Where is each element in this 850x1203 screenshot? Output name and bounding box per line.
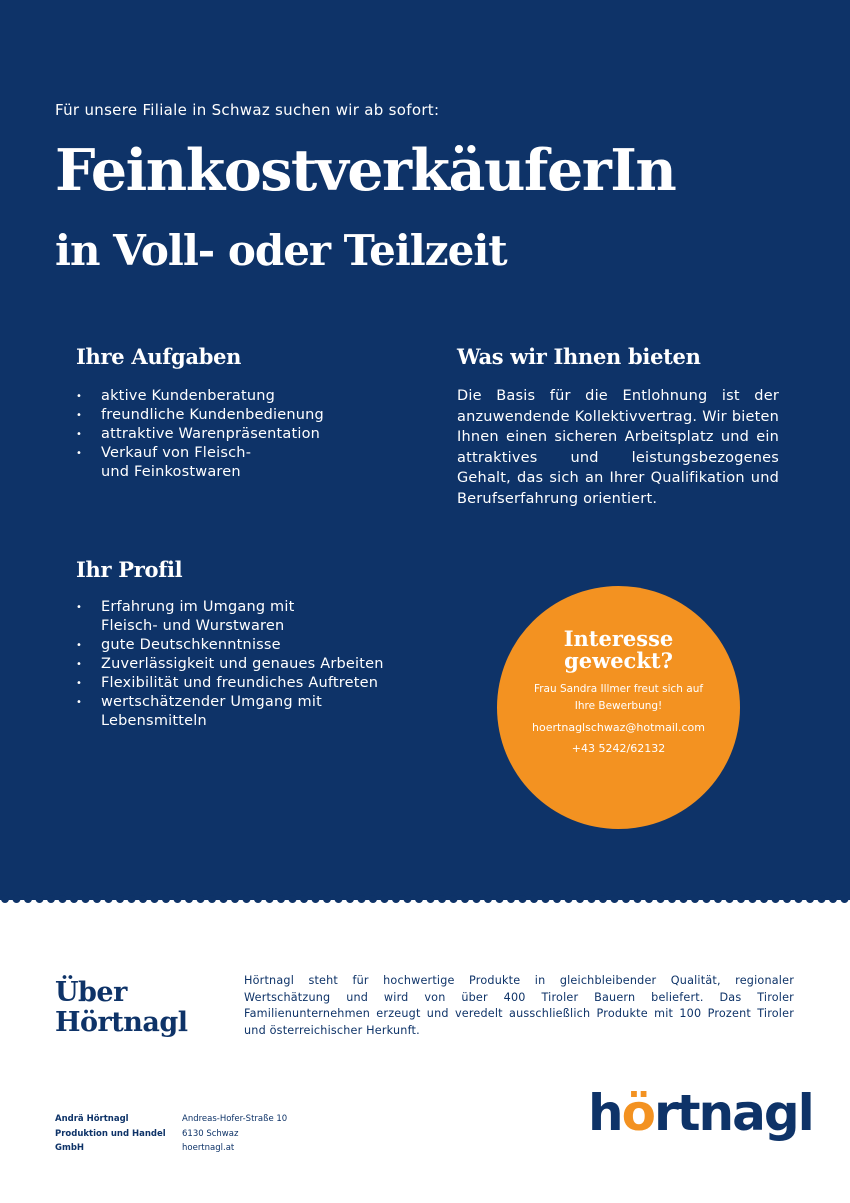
contact-heading: Interesse geweckt? xyxy=(563,626,674,673)
intro-text: Für unsere Filiale in Schwaz suchen wir ab sofort: xyxy=(55,101,440,119)
about-title: Über Hörtnagl xyxy=(55,977,188,1038)
job-subtitle: in Voll- oder Teilzeit xyxy=(55,226,507,275)
hoertnagl-logo: hörtnagl xyxy=(588,1084,813,1142)
company-address: Andreas-Hofer-Straße 10 6130 Schwaz hoertnagl.at xyxy=(182,1114,288,1153)
list-item: • Zuverlässigkeit und genaues Arbeiten xyxy=(76,655,436,674)
contact-circle xyxy=(497,586,740,829)
scalloped-edge xyxy=(0,893,850,907)
profile-list xyxy=(76,598,436,731)
about-text: Hörtnagl steht für hochwertige Produkte in gleichbleibender Qualität, regionaler Wertschätzung und wird von über 400 Tiroler Bauern beliefert. Das Tiroler Familienunternehmen erzeugt und veredelt ausschließlich Produkte mit 100 Prozent Tiroler und österreichischer Herkunft. xyxy=(244,974,794,1037)
contact-text: Frau Sandra Illmer freut sich auf Ihre Bewerbung! xyxy=(533,683,704,712)
contact-phone[interactable]: +43 5242/62132 xyxy=(571,742,666,755)
list-item: • attraktive Warenpräsentation xyxy=(76,425,406,444)
offer-heading: Was wir Ihnen bieten xyxy=(457,344,701,369)
list-item: • Flexibilität und freundiches Auftreten xyxy=(76,674,436,693)
list-item: • wertschätzender Umgang mit Lebensmitteln xyxy=(76,693,436,731)
contact-email[interactable]: hoertnaglschwaz@hotmail.com xyxy=(532,721,705,734)
website-link[interactable]: hoertnagl.at xyxy=(182,1143,235,1153)
list-item: • gute Deutschkenntnisse xyxy=(76,636,436,655)
job-title: FeinkostverkäuferIn xyxy=(55,137,676,204)
tasks-list xyxy=(76,387,406,482)
list-item: • freundliche Kundenbedienung xyxy=(76,406,406,425)
profile-heading: Ihr Profil xyxy=(76,557,183,582)
offer-text: Die Basis für die Entlohnung ist der anzuwendende Kollektivvertrag. Wir bieten Ihnen einen sicheren Arbeitsplatz und ein attraktives und leistungsbezogenes Gehalt, das sich an Ihrer Qualifikation und Berufserfahrung orientiert. xyxy=(457,388,779,507)
company-name: Andrä Hörtnagl Produktion und Handel GmbH xyxy=(55,1114,166,1153)
list-item: • Erfahrung im Umgang mit Fleisch- und Wurstwaren xyxy=(76,598,436,636)
tasks-heading: Ihre Aufgaben xyxy=(76,344,242,369)
list-item: • aktive Kundenberatung xyxy=(76,387,406,406)
list-item: • Verkauf von Fleisch- und Feinkostwaren xyxy=(76,444,406,482)
